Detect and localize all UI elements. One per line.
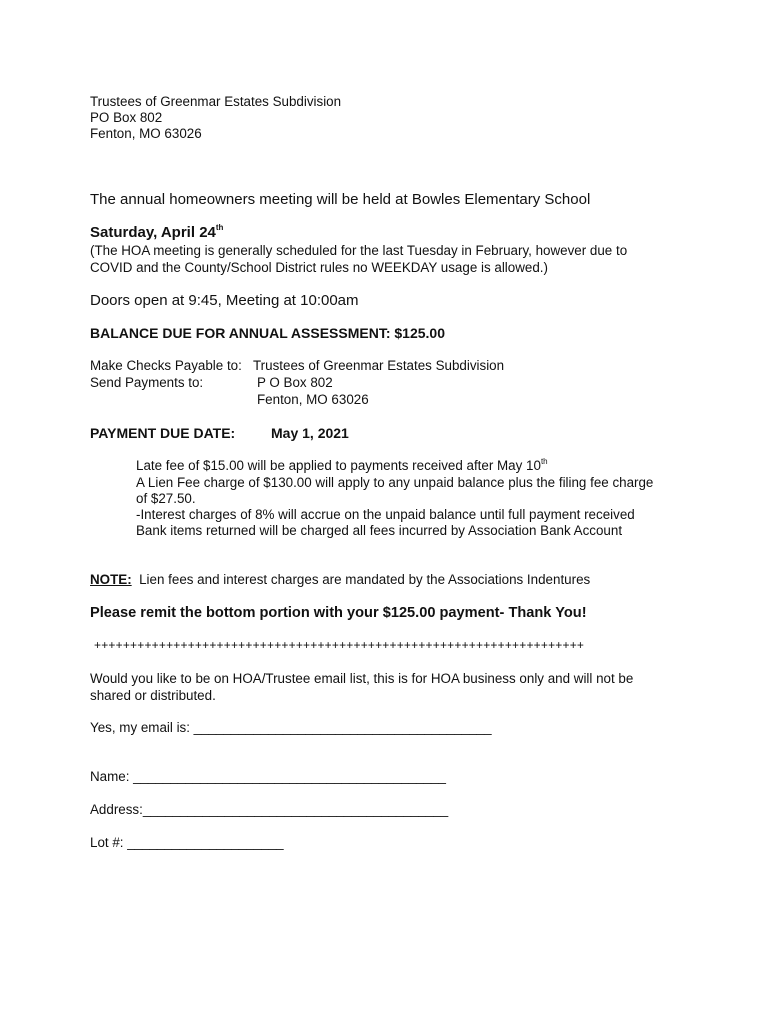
cut-separator: ++++++++++++++++++++++++++++++++++++++++++++++++++++++++++++++++++++ <box>94 638 585 652</box>
meeting-doors: Doors open at 9:45, Meeting at 10:00am <box>90 292 359 309</box>
email-question-line1: Would you like to be on HOA/Trustee email list, this is for HOA business only and will not be <box>90 671 634 686</box>
meeting-note-line1: (The HOA meeting is generally scheduled for the last Tuesday in February, however due to <box>90 243 628 258</box>
remit-instruction: Please remit the bottom portion with your $125.00 payment- Thank You! <box>90 605 587 621</box>
sender-name: Trustees of Greenmar Estates Subdivision <box>90 94 342 109</box>
email-field: Yes, my email is: ________________________________________ <box>90 720 492 735</box>
email-question-line2: shared or distributed. <box>90 688 216 703</box>
due-label: PAYMENT DUE DATE: <box>90 425 236 441</box>
meeting-date-suffix: th <box>215 223 224 232</box>
meeting-note-line2: COVID and the County/School District rules no WEEKDAY usage is allowed.) <box>90 260 548 275</box>
name-field: Name: __________________________________________ <box>90 769 446 784</box>
lien-fee-line1: A Lien Fee charge of $130.00 will apply to any unpaid balance plus the filing fee charge <box>136 475 654 490</box>
lot-field: Lot #: _____________________ <box>90 835 284 850</box>
meeting-date-text: Saturday, April 24 <box>90 224 216 241</box>
interest-charges: -Interest charges of 8% will accrue on the unpaid balance until full payment received <box>136 507 635 522</box>
send-label: Send Payments to: <box>90 375 204 390</box>
note-label: NOTE: <box>90 572 132 587</box>
address-field: Address:_________________________________________ <box>90 802 449 817</box>
send-line1: P O Box 802 <box>257 375 333 390</box>
payable-value: Trustees of Greenmar Estates Subdivision <box>253 358 505 373</box>
late-fee-suffix: th <box>540 456 548 466</box>
lien-fee-line2: of $27.50. <box>136 491 196 506</box>
due-value: May 1, 2021 <box>271 425 349 441</box>
sender-city: Fenton, MO 63026 <box>90 126 202 141</box>
sender-po-box: PO Box 802 <box>90 110 163 125</box>
returned-items: Bank items returned will be charged all fees incurred by Association Bank Account <box>136 523 623 538</box>
note-text: Lien fees and interest charges are mandated by the Associations Indentures <box>139 572 591 587</box>
payable-label: Make Checks Payable to: <box>90 358 242 373</box>
late-fee-text: Late fee of $15.00 will be applied to payments received after May 10 <box>136 458 541 473</box>
balance-due: BALANCE DUE FOR ANNUAL ASSESSMENT: $125.00 <box>90 325 445 341</box>
meeting-announcement: The annual homeowners meeting will be held at Bowles Elementary School <box>90 191 591 208</box>
late-fee <box>136 458 548 474</box>
send-line2: Fenton, MO 63026 <box>257 392 369 407</box>
note-line <box>90 572 590 588</box>
meeting-date <box>90 224 223 242</box>
